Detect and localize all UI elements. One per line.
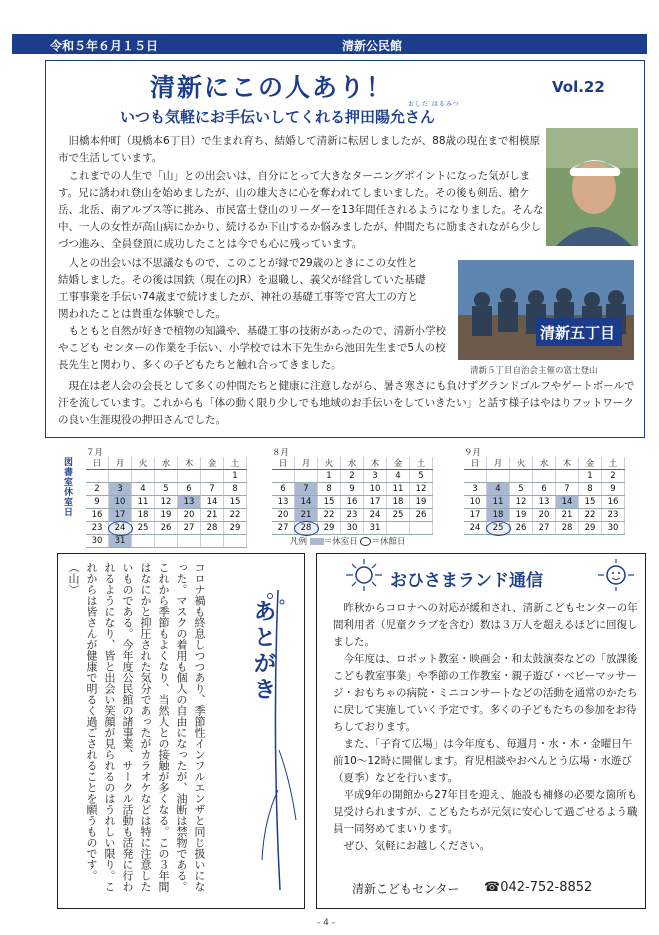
calendar-day: 15: [579, 496, 602, 509]
legend-circle-text: ＝休館日: [371, 537, 406, 547]
calendar-day: 10: [364, 483, 387, 496]
calendar-day: 9: [341, 483, 364, 496]
calendar-day: 7: [295, 483, 318, 496]
calendar-day: 6: [533, 483, 556, 496]
calendar-week-row: [86, 483, 247, 496]
calendar-day: 24: [364, 509, 387, 522]
feature-paragraph: これまでの人生で「山」との出会いは、自分にとって大きなターニングポイントになった気がします。兄に誘われ登山を始めましたが、山の雄大さに心を奪われてしまいました。その後も剣岳、槍ケ岳、北岳、南アルプス等に挑み、市民富士登山のリーダーを13年間任されるようになりました。そんな中、一人の女性が高山病にかかり、続けるか下山するか悩みましたが、仲間たちに励まされながら少しづつ進み、全員登頂に成功したことは今でも心に残っています。: [58, 170, 544, 250]
calendar-day: 30: [86, 535, 109, 548]
calendar-day: [132, 535, 155, 548]
portrait-photo: [546, 128, 638, 246]
calendar-week-row: [464, 470, 625, 483]
calendar-day: [387, 522, 410, 535]
calendar-day: [533, 470, 556, 483]
calendar-day: 19: [510, 509, 533, 522]
ohisama-paragraph: 今年度は、ロボット教室・映画会・和太鼓演奏などの「放課後こども教室事業」や季節の工作教室・親子遊び・ベビーマッサージ・おもちゃの病院・ミニコンサートなどの活動を通常のかたちに戻して実施していく予定です。多くの子どもたちの参加をお待ちしております。: [333, 653, 638, 733]
weekday-header: 土: [224, 457, 247, 470]
calendar-day: [178, 470, 201, 483]
calendar-day: 13: [272, 496, 295, 509]
calendar-day: 15: [224, 496, 247, 509]
ohisama-paragraph: 昨秋からコロナへの対応が緩和され、清新こどもセンターの年間利用者（児童クラブを含む）数は３万人を超えるほどに回復しました。: [333, 602, 638, 648]
calendar-august: [272, 457, 433, 535]
calendar-day: 26: [155, 522, 178, 535]
calendar-day: 26: [410, 509, 433, 522]
calendar-week-row: [86, 496, 247, 509]
calendar-legend: [290, 535, 405, 547]
calendar-week-row: [86, 522, 247, 535]
calendar-day: 8: [318, 483, 341, 496]
closure-label: 図書室休室日: [64, 458, 74, 518]
calendar-day: 17: [464, 509, 487, 522]
legend-closed-text: ＝休室日: [323, 537, 358, 547]
calendar-day: 16: [341, 496, 364, 509]
calendar-day: 1: [224, 470, 247, 483]
calendar-week-row: [272, 470, 433, 483]
calendar-day: 20: [272, 509, 295, 522]
calendar-day: 4: [487, 483, 510, 496]
calendar-day: 7: [201, 483, 224, 496]
calendar-day: 27: [178, 522, 201, 535]
calendar-day: 28: [201, 522, 224, 535]
phone-number: ☎042-752-8852: [484, 880, 593, 895]
calendar-day: 26: [510, 522, 533, 535]
calendar-day: 25: [387, 509, 410, 522]
calendar-day: [155, 535, 178, 548]
group-photo: [458, 260, 634, 360]
weekday-header: 火: [318, 457, 341, 470]
calendar-week-row: [86, 535, 247, 548]
page-number: - 4 -: [317, 918, 335, 928]
calendar-day: [86, 470, 109, 483]
calendar-day: [201, 470, 224, 483]
weekday-header: 水: [341, 457, 364, 470]
calendar-day: 5: [410, 470, 433, 483]
feature-paragraph: 旧橋本仲町（現橋本6丁目）で生まれ育ち、結婚して清新に転居しましたが、88歳の現在まで相模原市で生活しています。: [58, 135, 541, 164]
ohisama-title: おひさまランド通信: [390, 571, 543, 591]
calendar-week-row: [272, 509, 433, 522]
calendar-day: 28: [295, 522, 318, 535]
calendar-day: 12: [510, 496, 533, 509]
calendar-day: 19: [410, 496, 433, 509]
calendar-week-row: [86, 509, 247, 522]
calendar-day: 20: [178, 509, 201, 522]
afterword-text: コロナ禍も終息しつつあり、季節性インフルエンザと同じ扱いになった。マスクの着用も個人の自由になったが、油断は禁物である。これから季節もよくなり、当然人との接触が多くなる。この３年間はなにかと抑圧された気分であったがカラオケなどは特に注意したいものである。今年度公民館の諸事業、サークル活動も活発に行われるようになり、皆と出会い笑顔が見られるのはうれしい限り。これからは皆さんが健康で明るく過ごされることを願うものです。（山）: [67, 562, 206, 892]
month-label-september: ９月: [464, 448, 482, 458]
legend-prefix: 凡例: [290, 537, 308, 547]
weekday-header: 月: [295, 457, 318, 470]
month-label-july: ７月: [86, 448, 104, 458]
photo-caption: 清新５丁目自治会主催の富士登山: [470, 366, 598, 376]
calendar-day: 3: [109, 483, 132, 496]
calendar-day: [295, 470, 318, 483]
calendar-weekday-row: [272, 457, 433, 470]
issue-date: 令和５年６月１５日: [50, 39, 159, 53]
center-name: 清新こどもセンター: [352, 882, 460, 896]
calendar-day: 4: [132, 483, 155, 496]
calendar-day: 13: [178, 496, 201, 509]
calendar-day: 17: [109, 509, 132, 522]
calendar-day: 28: [556, 522, 579, 535]
calendar-day: 2: [86, 483, 109, 496]
calendar-day: 24: [464, 522, 487, 535]
calendar-day: 23: [602, 509, 625, 522]
weekday-header: 日: [464, 457, 487, 470]
weekday-header: 金: [579, 457, 602, 470]
calendar-day: 12: [155, 496, 178, 509]
calendar-day: 6: [178, 483, 201, 496]
weekday-header: 土: [602, 457, 625, 470]
calendar-july: [86, 457, 247, 548]
calendar-day: 15: [318, 496, 341, 509]
calendar-day: 14: [201, 496, 224, 509]
calendar-day: [410, 522, 433, 535]
weekday-header: 金: [387, 457, 410, 470]
calendar-day: 31: [109, 535, 132, 548]
calendar-week-row: [272, 522, 433, 535]
feature-paragraph: もともと自然が好きで植物の知識や、基礎工事の技術があったので、清新小学校やこども センターの作業を手伝い、小学校では木下先生から池田先生まで5人の校長先生と関わり、多くの子どもたちと触れ合ってきました。: [58, 325, 446, 371]
group-photo-banner: 清新五丁目: [540, 324, 616, 342]
calendar-day: 16: [602, 496, 625, 509]
calendar-day: 9: [86, 496, 109, 509]
calendar-day: 9: [602, 483, 625, 496]
calendar-day: [201, 535, 224, 548]
calendar-day: 14: [295, 496, 318, 509]
calendar-day: 29: [318, 522, 341, 535]
weekday-header: 火: [510, 457, 533, 470]
calendar-weekday-row: [86, 457, 247, 470]
calendar-day: 4: [387, 470, 410, 483]
calendar-day: 6: [272, 483, 295, 496]
calendar-day: [224, 535, 247, 548]
weekday-header: 木: [364, 457, 387, 470]
weekday-header: 木: [556, 457, 579, 470]
calendar-day: 31: [364, 522, 387, 535]
weekday-header: 木: [178, 457, 201, 470]
ohisama-paragraph: また、「子育て広場」は今年度も、毎週月・水・木・金曜日午前10～12時に開催します。育児相談やおべんとう広場・水遊び（夏季）などを行います。: [333, 738, 633, 784]
calendar-day: [487, 470, 510, 483]
legend-circle-icon: [360, 537, 371, 546]
calendar-day: [109, 470, 132, 483]
calendar-day: [178, 535, 201, 548]
calendar-day: 24: [109, 522, 132, 535]
calendar-week-row: [86, 470, 247, 483]
calendar-weekday-row: [464, 457, 625, 470]
calendar-day: 29: [224, 522, 247, 535]
calendar-day: 5: [510, 483, 533, 496]
calendar-week-row: [272, 483, 433, 496]
calendar-day: 7: [556, 483, 579, 496]
calendar-day: 19: [155, 509, 178, 522]
calendar-day: 11: [132, 496, 155, 509]
weekday-header: 水: [155, 457, 178, 470]
calendar-day: 16: [86, 509, 109, 522]
weekday-header: 月: [487, 457, 510, 470]
weekday-header: 水: [533, 457, 556, 470]
calendar-day: 5: [155, 483, 178, 496]
calendar-day: 21: [556, 509, 579, 522]
calendar-week-row: [464, 509, 625, 522]
calendar-day: 27: [272, 522, 295, 535]
calendar-day: 17: [364, 496, 387, 509]
name-ruby: おしだ はるみつ: [408, 101, 460, 108]
calendar-day: 18: [132, 509, 155, 522]
calendar-day: 22: [579, 509, 602, 522]
weekday-header: 土: [410, 457, 433, 470]
calendar-day: 2: [341, 470, 364, 483]
legend-closed-swatch: [310, 538, 324, 545]
calendar-day: [272, 470, 295, 483]
calendar-day: 11: [387, 483, 410, 496]
calendar-day: 18: [387, 496, 410, 509]
feature-paragraph: 人との出会いは不思議なもので、このことが縁で29歳のときにこの女性と結婚しました。その後は国鉄（現在のJR）を退職し、義父が経営していた基礎工事事業を手伝い74歳まで続けましたが、神社の基礎工事等で宮大工の方と関われたことは貴重な体験でした。: [58, 257, 426, 320]
calendar-september: [464, 457, 625, 535]
calendar-day: 30: [341, 522, 364, 535]
calendar-day: 13: [533, 496, 556, 509]
weekday-header: 金: [201, 457, 224, 470]
calendar-day: [155, 470, 178, 483]
calendar-day: 29: [579, 522, 602, 535]
feature-paragraph: 現在は老人会の会長として多くの仲間たちと健康に注意しながら、暑さ寒さにも負けずグランドゴルフやゲートボールで汗を流しています。これからも「体の動く限り少しでも地域のお手伝いをしていきたい」と話す様子はやはりフットワークの良い生涯現役の押田さんでした。: [58, 380, 635, 426]
calendar-day: 25: [132, 522, 155, 535]
calendar-day: 30: [602, 522, 625, 535]
calendar-day: 21: [295, 509, 318, 522]
calendar-day: 10: [109, 496, 132, 509]
calendar-day: 12: [410, 483, 433, 496]
calendar-day: 21: [201, 509, 224, 522]
weekday-header: 日: [86, 457, 109, 470]
weekday-header: 火: [132, 457, 155, 470]
calendar-day: 18: [487, 509, 510, 522]
ohisama-paragraph: ぜひ、気軽にお越しください。: [343, 840, 491, 852]
calendar-week-row: [464, 522, 625, 535]
publisher-name: 清新公民館: [342, 39, 403, 53]
calendar-day: 3: [364, 470, 387, 483]
calendar-day: 8: [224, 483, 247, 496]
month-label-august: ８月: [272, 448, 290, 458]
calendar-day: 23: [341, 509, 364, 522]
weekday-header: 月: [109, 457, 132, 470]
sun-icon: [344, 558, 384, 592]
ohisama-paragraph: 平成9年の開館から27年目を迎え、施設も補修の必要な箇所も見受けられますが、こどもたちが元気に安心して過ごせるよう職員一同努めてまいります。: [333, 789, 638, 835]
calendar-day: [510, 470, 533, 483]
calendar-day: 23: [86, 522, 109, 535]
calendar-day: 10: [464, 496, 487, 509]
calendar-day: 25: [487, 522, 510, 535]
feature-subtitle: いつも気軽にお手伝いしてくれる押田陽允さん: [120, 108, 436, 126]
calendar-day: [132, 470, 155, 483]
calendar-day: 20: [533, 509, 556, 522]
header-bar: [12, 34, 647, 54]
calendar-day: 11: [487, 496, 510, 509]
calendar-week-row: [464, 483, 625, 496]
calendar-day: 22: [318, 509, 341, 522]
calendar-week-row: [272, 496, 433, 509]
calendar-day: 2: [602, 470, 625, 483]
calendar-day: 1: [318, 470, 341, 483]
calendar-day: [464, 470, 487, 483]
feature-title: 清新にこの人あり！: [150, 73, 394, 102]
calendar-day: 1: [579, 470, 602, 483]
calendar-day: [556, 470, 579, 483]
calendar-week-row: [464, 496, 625, 509]
weekday-header: 日: [272, 457, 295, 470]
ohisama-body: [333, 600, 639, 855]
sun-face-icon: [596, 558, 636, 592]
calendar-day: 22: [224, 509, 247, 522]
afterword-title: あとがき: [254, 600, 277, 703]
volume-number: Vol.22: [552, 78, 605, 96]
calendar-day: 8: [579, 483, 602, 496]
calendar-day: 27: [533, 522, 556, 535]
calendar-day: 3: [464, 483, 487, 496]
calendar-day: 14: [556, 496, 579, 509]
